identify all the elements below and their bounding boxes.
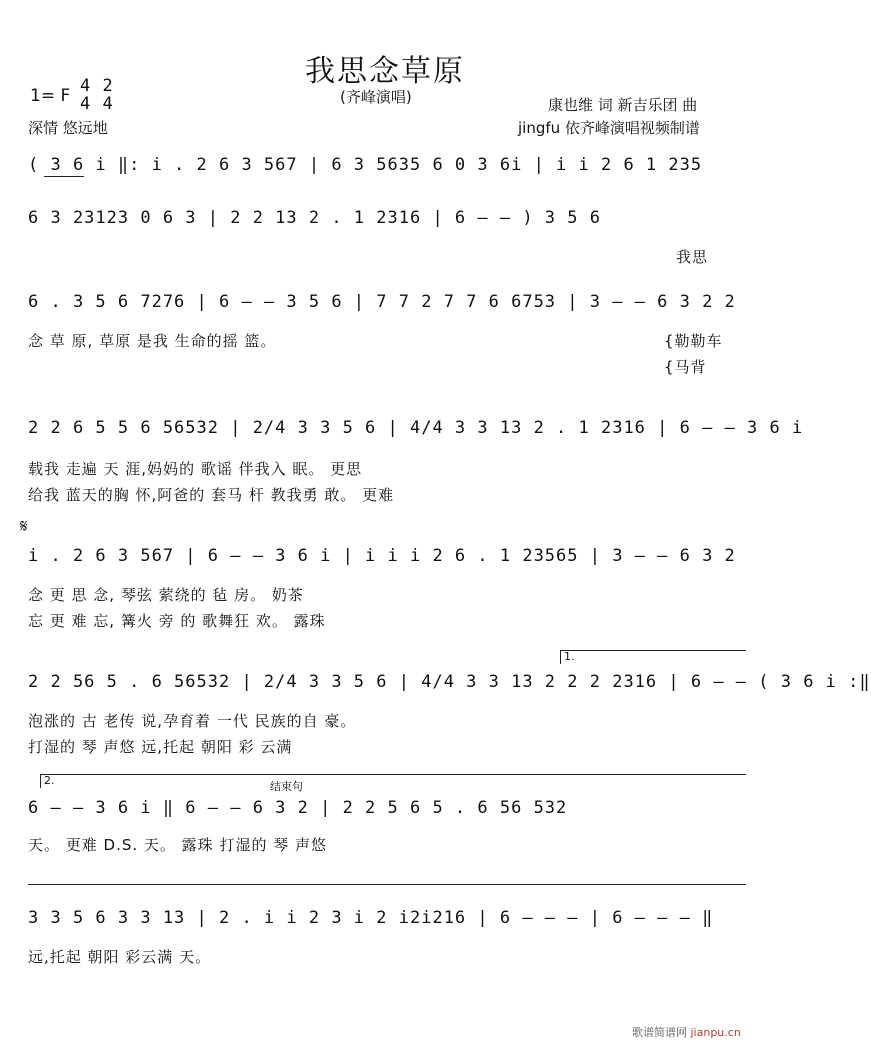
segno-sign: 𝄋 [20,516,28,537]
volta-1-bracket-edge [560,650,561,664]
watermark-text: 歌谱简谱网 [632,1026,687,1039]
lyric-line-3: 念 草 原, 草原 是我 生命的摇 篮。 [28,332,277,350]
beam-line [44,176,84,177]
lyric-line-6b: 打湿的 琴 声悠 远,托起 朝阳 彩 云满 [28,738,293,756]
time-signature-bottom: 4 4 [80,94,114,114]
notation-line-8: 3 3 5 6 3 3 13 | 2 . i i 2 3 i 2 i2i216 | 6 – – – | 6 – – – ‖ [28,908,714,928]
expression-marking: 深情 悠远地 [28,119,108,137]
arranger-credit: jingfu 依齐峰演唱视频制谱 [518,119,700,137]
subtitle: (齐峰演唱) [340,88,412,106]
bracket-line [28,884,746,885]
volta-2-bracket-edge [40,774,41,788]
page-title: 我思念草原 [305,54,465,89]
watermark [632,1024,741,1040]
notation-line-6: 2 2 56 5 . 6 56532 | 2/4 3 3 5 6 | 4/4 3 3 13 2 2 2 2316 | 6 – – ( 3 6 i :‖ [28,672,871,692]
notation-line-5: i . 2 6 3 567 | 6 – – 3 6 i | i i i 2 6 . 1 23565 | 3 – – 6 3 2 [28,546,736,566]
notation-line-3: 6 . 3 5 6 7276 | 6 – – 3 5 6 | 7 7 2 7 7 6 6753 | 3 – – 6 3 2 2 [28,292,736,312]
notation-line-4: 2 2 6 5 5 6 56532 | 2/4 3 3 5 6 | 4/4 3 3 13 2 . 1 2316 | 6 – – 3 6 i [28,418,804,438]
lyric-line-2: 我思 [676,248,709,266]
time-signature-top: 4 2 [80,76,114,96]
lyric-line-4b: 给我 蓝天的胸 怀,阿爸的 套马 杆 教我勇 敢。 更难 [28,486,395,504]
volta-1-label: 1. [564,650,575,663]
volta-2-bracket [40,774,746,775]
coda-label: 结束句 [270,780,303,793]
lyric-line-7: 天。 更难 D.S. 天。 露珠 打湿的 琴 声悠 [28,836,327,854]
volta-1-bracket [560,650,746,651]
notation-line-1: ( 3 6 i ‖: i . 2 6 3 567 | 6 3 5635 6 0 3 6i | i i 2 6 1 235 [28,155,703,175]
volta-2-label: 2. [44,774,55,787]
lyric-line-5a: 念 更 思 念, 琴弦 萦绕的 毡 房。 奶茶 [28,586,304,604]
lyric-aside-2: {马背 [664,358,707,376]
lyric-line-5b: 忘 更 难 忘, 篝火 旁 的 歌舞狂 欢。 露珠 [28,612,326,630]
lyric-line-6a: 泡涨的 古 老传 说,孕育着 一代 民族的自 豪。 [28,712,357,730]
lyric-aside: {勒勒车 [664,332,723,350]
lyric-line-4a: 载我 走遍 天 涯,妈妈的 歌谣 伴我入 眠。 更思 [28,460,363,478]
notation-line-7: 6 – – 3 6 i ‖ 6 – – 6 3 2 | 2 2 5 6 5 . 6 56 532 [28,798,568,818]
key-signature: 1= F [30,86,71,106]
notation-line-2: 6 3 23123 0 6 3 | 2 2 13 2 . 1 2316 | 6 – – ) 3 5 6 [28,208,601,228]
watermark-url: jianpu.cn [690,1026,741,1039]
credits: 康也维 词 新吉乐团 曲 [548,96,698,114]
lyric-line-8: 远,托起 朝阳 彩云满 天。 [28,948,212,966]
